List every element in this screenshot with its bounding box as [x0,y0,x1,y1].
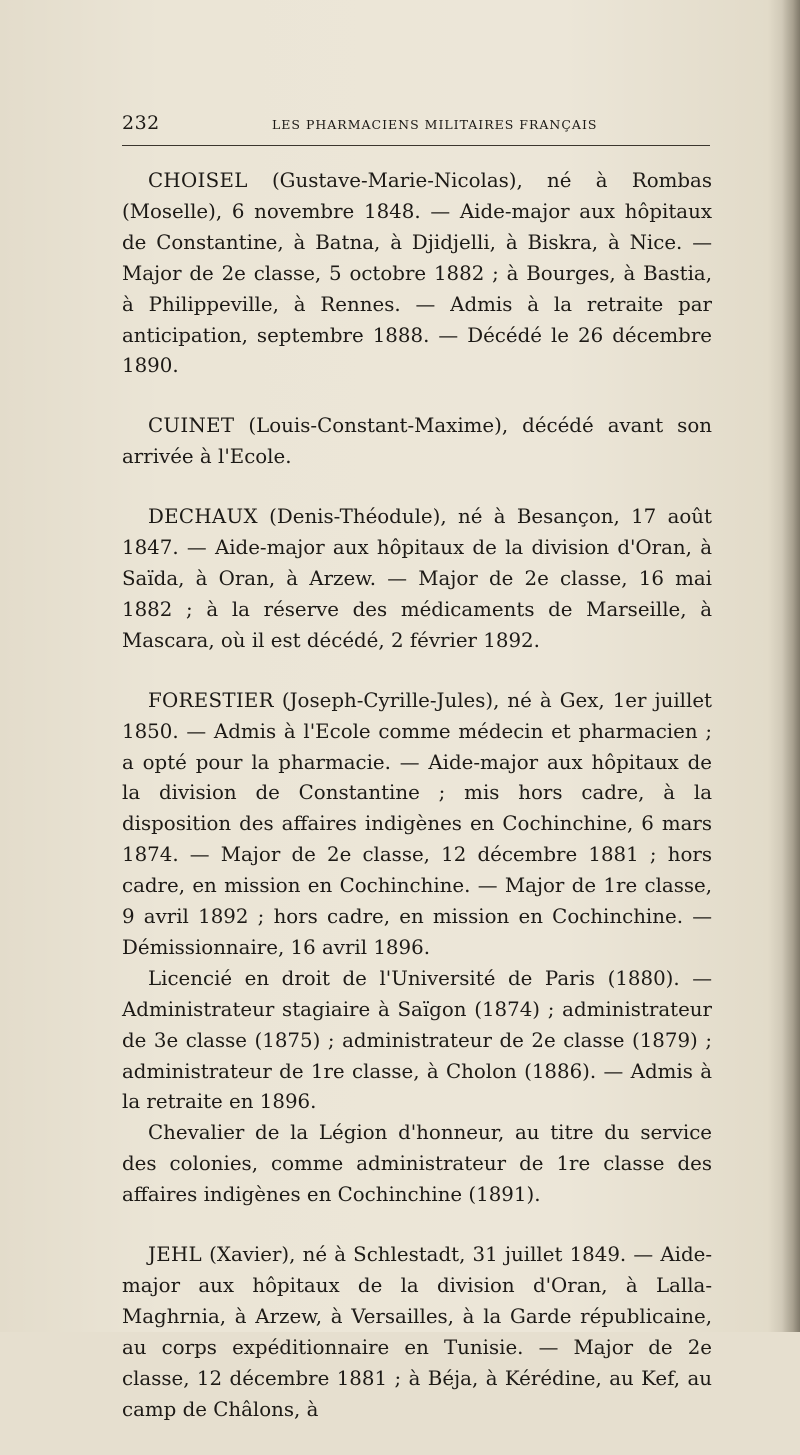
page-edge-shadow [782,0,800,1332]
entry-jehl [122,1240,712,1425]
entry-forestier [122,686,712,1211]
header-rule [122,145,710,146]
entry-surname: DECHAUX [148,505,258,529]
entry-surname: CHOISEL [148,169,248,192]
entry-paragraph: Chevalier de la Légion d'honneur, au titre du service des colonies, comme administrateur de 1re classe des affaires indigènes en Cochinchine (1891). [122,1121,712,1207]
entry-paragraph [122,686,712,964]
entry-text: (Louis-Constant-Maxime), décédé avant son arrivée à l'Ecole. [122,414,712,469]
entry-paragraph: Licencié en droit de l'Université de Paris (1880). — Administrateur stagiaire à Saïgon (1874) ; administrateur de 3e classe (1875) ; administrateur de 2e classe (1879) ; administrateur de 1re classe, à Cholon (1886). — Admis à la retraite en 1896. [122,966,712,1114]
entry-surname: FORESTIER [148,688,274,712]
entry-paragraph [122,1240,712,1425]
page-header [122,112,710,142]
entry-text: (Xavier), né à Schlestadt, 31 juillet 1849. — Aide-major aux hôpitaux de la division d'Oran, à Lalla-Maghrnia, à Arzew, à Versailles, à la Garde républicaine, au corps expéditionnaire en Tunisie. — Major de 2e classe, 12 décembre 1881 ; à Béja, à Kérédine, au Kef, au camp de Châlons, à [122,1243,712,1421]
entry-paragraph [122,411,712,473]
page-number: 232 [122,112,160,134]
entry-text: (Gustave-Marie-Nicolas), né à Rombas (Moselle), 6 novembre 1848. — Aide-major aux hôpitaux de Constantine, à Batna, à Djidjelli, à Biskra, à Nice. — Major de 2e classe, 5 octobre 1882 ; à Bourges, à Bastia, à Philippeville, à Rennes. — Admis à la retraite par anticipation, septembre 1888. — Décédé le 26 décembre 1890. [122,169,712,378]
entry-text: (Denis-Théodule), né à Besançon, 17 août 1847. — Aide-major aux hôpitaux de la division d'Oran, à Saïda, à Oran, à Arzew. — Major de 2e classe, 16 mai 1882 ; à la réserve des médicaments de Marseille, à Mascara, où il est décédé, 2 février 1892. [122,505,712,652]
running-title: LES PHARMACIENS MILITAIRES FRANÇAIS [272,117,598,132]
entry-cuinet [122,411,712,473]
entry-surname: JEHL [148,1243,202,1267]
entry-choisel [122,166,712,382]
entry-paragraph [122,502,712,657]
entry-surname: CUINET [148,414,235,438]
entry-dechaux [122,502,712,657]
entry-text: (Joseph-Cyrille-Jules), né à Gex, 1er juillet 1850. — Admis à l'Ecole comme médecin et pharmacien ; a opté pour la pharmacie. — Aide-major aux hôpitaux de la division de Constantine ; mis hors cadre, à la disposition des affaires indigènes en Cochinchine, 6 mars 1874. — Major de 2e classe, 12 décembre 1881 ; hors cadre, en mission en Cochinchine. — Major de 1re classe, 9 avril 1892 ; hors cadre, en mission en Cochinchine. — Démissionnaire, 16 avril 1896. [122,688,712,959]
page-body [122,166,712,1455]
entry-paragraph [122,166,712,382]
